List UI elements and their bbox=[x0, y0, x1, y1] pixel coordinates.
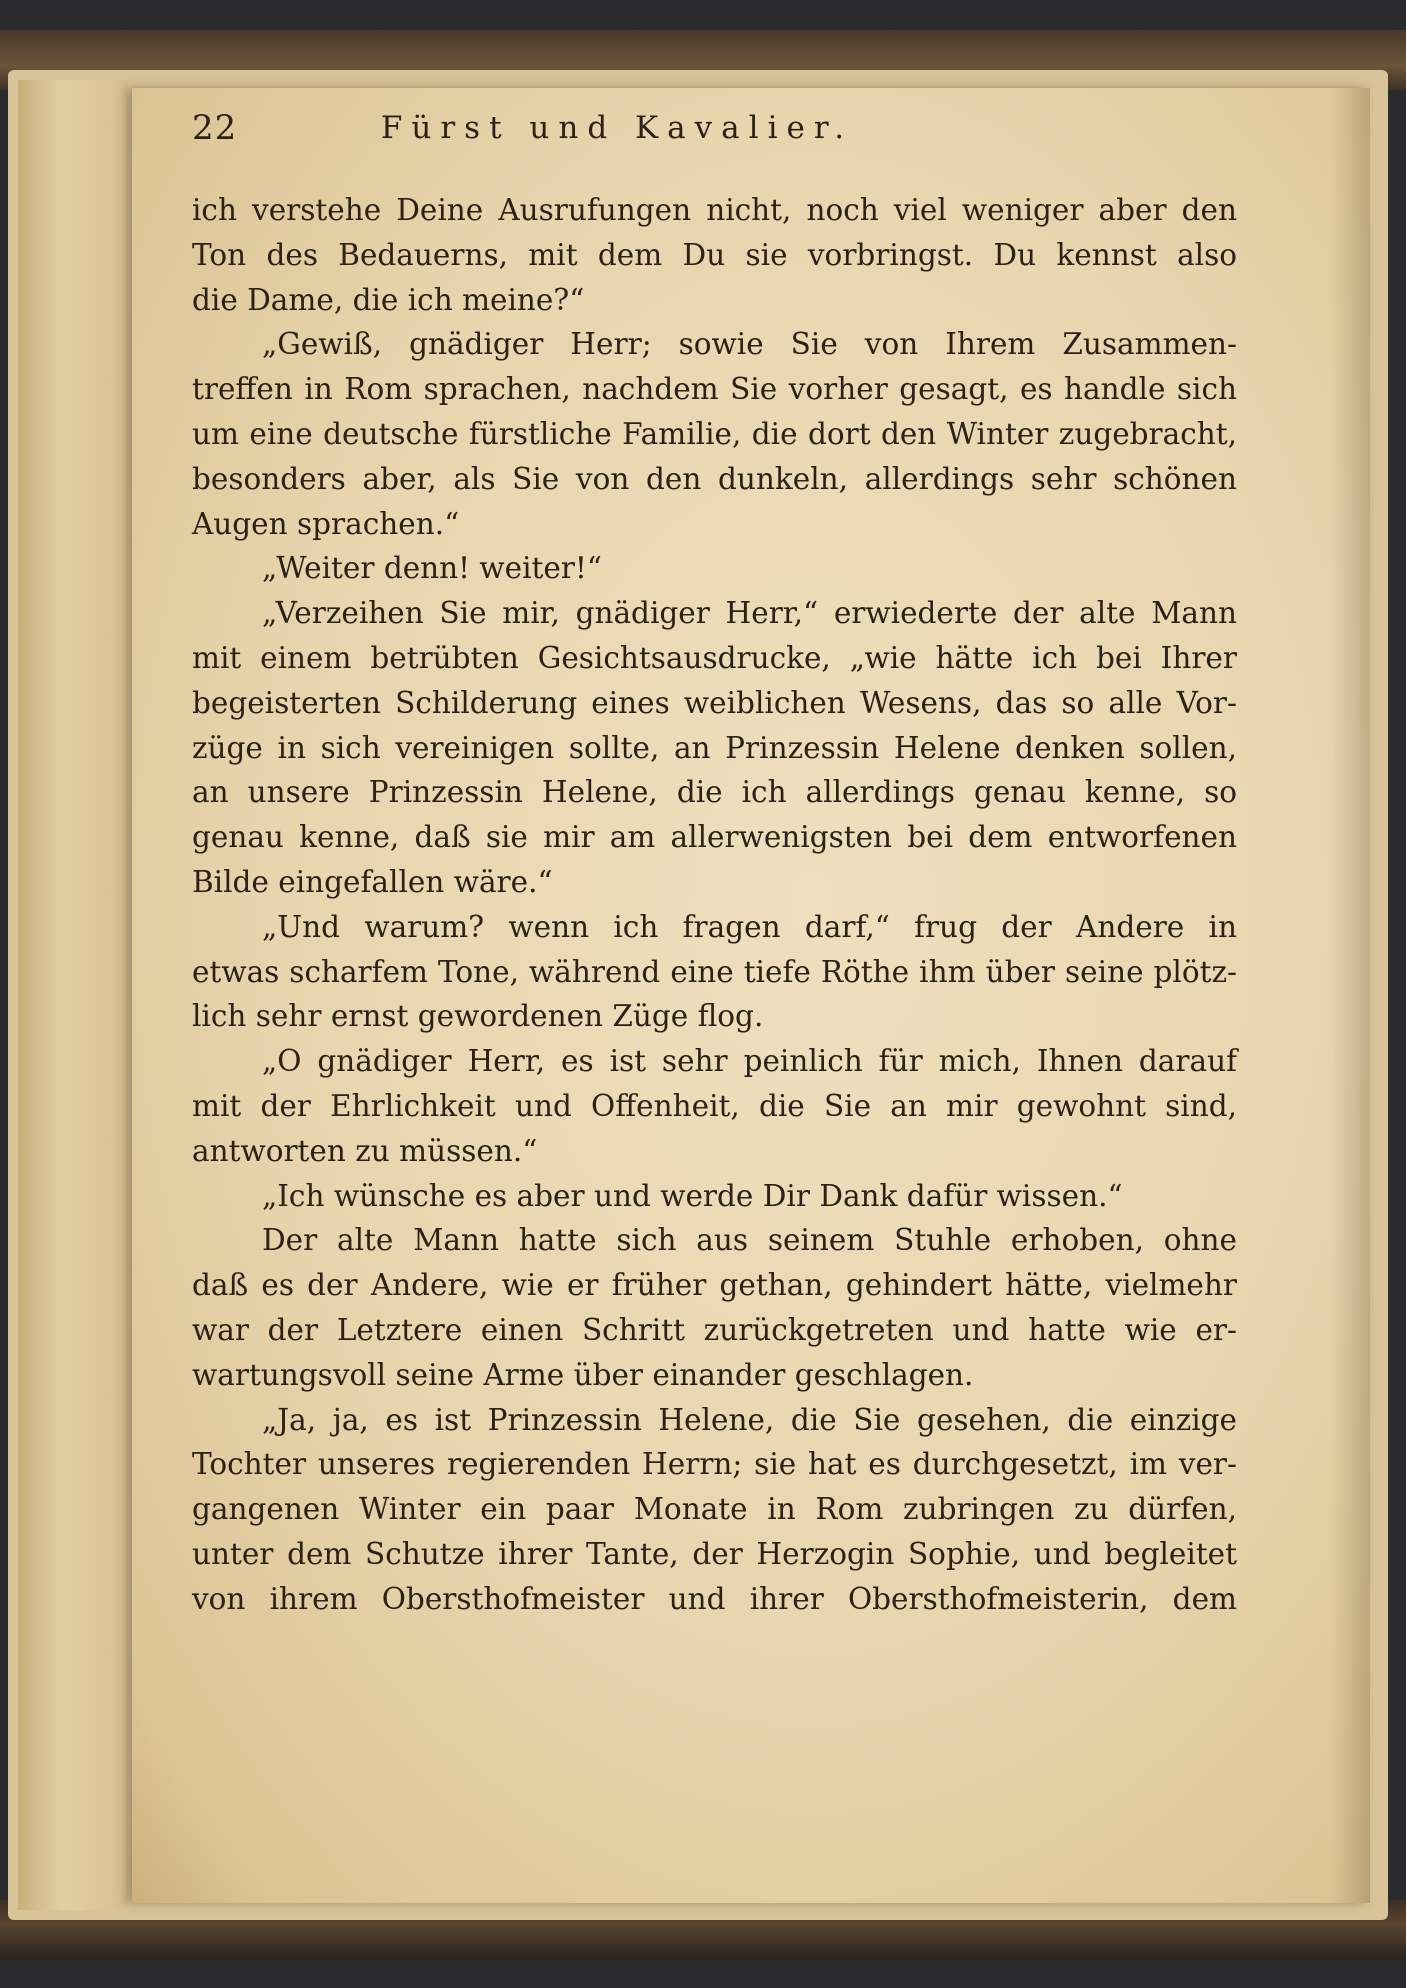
text-line: züge in sich vereinigen sollte, an Prinzessin Helene denken sollen, bbox=[192, 730, 1237, 765]
page-header bbox=[192, 108, 1042, 168]
text-line: mit der Ehrlichkeit und Offenheit, die Sie an mir gewohnt sind, bbox=[192, 1088, 1237, 1123]
text-line: „Weiter denn! weiter!“ bbox=[262, 551, 602, 586]
text-line: die Dame, die ich meine?“ bbox=[192, 282, 585, 317]
text-line: antworten zu müssen.“ bbox=[192, 1133, 538, 1168]
text-line: Ton des Bedauerns, mit dem Du sie vorbringst. Du kennst also bbox=[192, 237, 1237, 272]
text-line: „Verzeihen Sie mir, gnädiger Herr,“ erwiederte der alte Mann bbox=[262, 596, 1237, 631]
text-line: Tochter unseres regierenden Herrn; sie hat es durchgesetzt, im ver- bbox=[192, 1447, 1237, 1482]
text-line: Bilde eingefallen wäre.“ bbox=[192, 864, 553, 899]
text-line: um eine deutsche fürstliche Familie, die dort den Winter zugebracht, bbox=[192, 416, 1237, 451]
running-title: Fürst und Kavalier. bbox=[380, 110, 854, 146]
text-line: lich sehr ernst gewordenen Züge flog. bbox=[192, 999, 764, 1034]
text-line: besonders aber, als Sie von den dunkeln, allerdings sehr schönen bbox=[192, 461, 1237, 496]
text-line: „Gewiß, gnädiger Herr; sowie Sie von Ihrem Zusammen- bbox=[262, 327, 1237, 362]
text-line: treffen in Rom sprachen, nachdem Sie vorher gesagt, es handle sich bbox=[192, 372, 1237, 407]
text-line: ich verstehe Deine Ausrufungen nicht, noch viel weniger aber den bbox=[192, 193, 1237, 227]
text-line: war der Letztere einen Schritt zurückgetreten und hatte wie er- bbox=[192, 1312, 1237, 1347]
text-line: „Und warum? wenn ich fragen darf,“ frug der Andere in bbox=[262, 909, 1237, 944]
text-line: begeisterten Schilderung eines weiblichen Wesens, das so alle Vor- bbox=[192, 685, 1237, 720]
body-text bbox=[192, 188, 1237, 1622]
text-line: wartungsvoll seine Arme über einander geschlagen. bbox=[192, 1357, 974, 1392]
text-line: „O gnädiger Herr, es ist sehr peinlich für mich, Ihnen darauf bbox=[262, 1044, 1237, 1079]
text-line: Der alte Mann hatte sich aus seinem Stuhle erhoben, ohne bbox=[262, 1223, 1237, 1258]
spine-shadow bbox=[1330, 88, 1370, 1903]
text-line: unter dem Schutze ihrer Tante, der Herzogin Sophie, und begleitet bbox=[192, 1536, 1237, 1571]
text-line: „Ich wünsche es aber und werde Dir Dank dafür wissen.“ bbox=[262, 1178, 1123, 1213]
previous-page-edge bbox=[18, 80, 128, 1910]
text-line: daß es der Andere, wie er früher gethan, gehindert hätte, vielmehr bbox=[192, 1268, 1237, 1303]
text-line: „Ja, ja, es ist Prinzessin Helene, die Sie gesehen, die einzige bbox=[262, 1402, 1237, 1437]
text-line: etwas scharfem Tone, während eine tiefe Röthe ihm über seine plötz- bbox=[192, 954, 1237, 989]
page-number: 22 bbox=[192, 108, 238, 148]
text-line: von ihrem Obersthofmeister und ihrer Obersthofmeisterin, dem bbox=[192, 1581, 1237, 1616]
text-line: an unsere Prinzessin Helene, die ich allerdings genau kenne, so bbox=[192, 775, 1237, 810]
text-line: genau kenne, daß sie mir am allerwenigsten bei dem entworfenen bbox=[192, 820, 1237, 855]
text-line: mit einem betrübten Gesichtsausdrucke, „wie hätte ich bei Ihrer bbox=[192, 640, 1237, 675]
text-line: Augen sprachen.“ bbox=[192, 506, 460, 541]
text-line: gangenen Winter ein paar Monate in Rom zubringen zu dürfen, bbox=[192, 1492, 1237, 1527]
